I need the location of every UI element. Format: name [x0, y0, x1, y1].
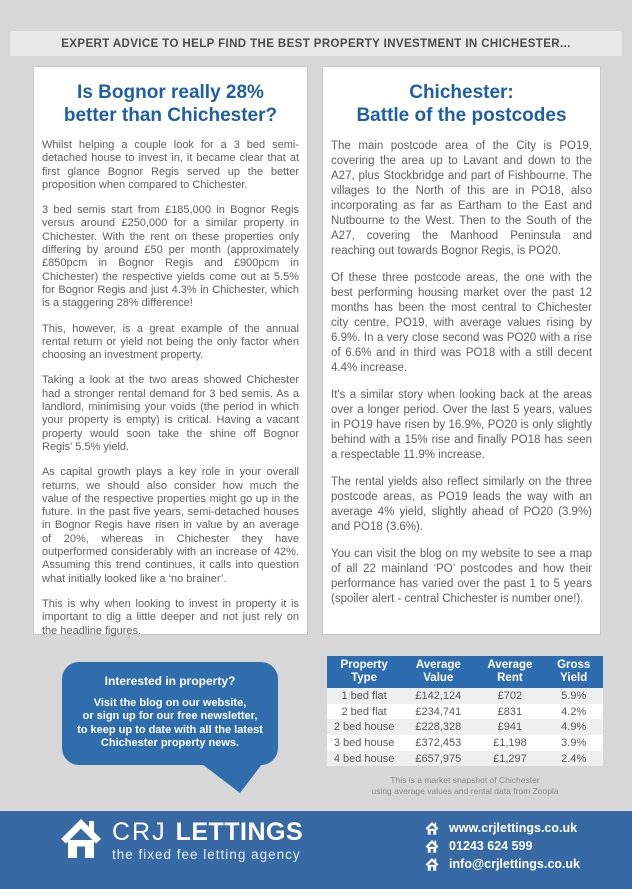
- house-logo-icon: [60, 819, 102, 859]
- paragraph: 3 bed semis start from £185,000 in Bognor Regis versus around £250,000 for a similar property in Chichester. With the rent on these properties only differing by around £50 per month (approximately £850pcm in Bognor Regis and £900pcm in Chichester) the respective yields come out at 5.5% for Bognor Regis and just 4.3% in Chichester, which is a staggering 28% difference!: [42, 204, 299, 310]
- speech-bubble-tail: [196, 764, 266, 794]
- phone-number: 01243 624 599: [449, 839, 533, 853]
- paragraph: This is why when looking to invest in property it is important to dig a little deeper and not just rely on the headline figures.: [42, 597, 299, 637]
- table-row: 2 bed flat £234,741 £831 4.2%: [327, 704, 603, 720]
- article-title: Chichester: Battle of the postcodes: [356, 82, 567, 126]
- callout-line: Visit the blog on our website,: [93, 697, 247, 709]
- email-address: info@crjlettings.co.uk: [449, 857, 580, 871]
- brand-crj: CRJ: [112, 818, 176, 846]
- footer-contacts: [425, 821, 580, 871]
- footer-bar: [0, 811, 632, 889]
- article-battle-of-postcodes: [322, 66, 601, 635]
- paragraph: The rental yields also reflect similarly on the three postcode areas, as PO19 leads the way with an average 4% yield, slightly ahead of PO20 (3.9%) and PO18 (3.6%).: [331, 476, 592, 533]
- article-body: [42, 139, 299, 638]
- paragraph: Whilst helping a couple look for a 3 bed semi-detached house to invest in, it became clear that at first glance Bognor Regis served up the better proposition when compared to Chichester.: [42, 139, 299, 191]
- paragraph: This, however, is a great example of the annual rental return or yield not being the only factor when choosing an investment property.: [42, 322, 299, 362]
- paragraph: As capital growth plays a key role in your overall returns, we should also consider how much the value of the respective properties might go up in the future. In the past five years, semi-detached houses in Bognor Regis have risen in value by an average of 20%, whereas in Chichester they have outperformed considerably with an increase of 42%. Assuming this trend continues, it calls into question what initially looked like a ‘no brainer’.: [42, 466, 299, 585]
- contact-phone: [425, 839, 580, 853]
- contact-website: [425, 821, 580, 835]
- market-snapshot-table: [327, 656, 603, 766]
- paragraph: Of these three postcode areas, the one with the best performing housing market over the past 12 months has been the most central to Chichester city centre, PO19, with average values rising by 6.9%. In a very close second was PO20 with a rise of 6.6% and in third was PO18 with a still decent 4.4% increase.: [331, 272, 592, 374]
- house-bullet-icon: [425, 822, 439, 835]
- article-title: Is Bognor really 28% better than Chichester?: [63, 82, 278, 126]
- house-bullet-icon: [425, 858, 439, 871]
- callout-heading: Interested in property?: [104, 674, 236, 688]
- brand-text: [112, 819, 303, 862]
- brand-tagline: the fixed fee letting agency: [112, 847, 301, 862]
- article-bognor-vs-chichester: [33, 66, 308, 635]
- interested-in-property-callout: [62, 662, 278, 765]
- table-row: 1 bed flat £142,124 £702 5.9%: [327, 688, 603, 704]
- contact-email: [425, 857, 580, 871]
- paragraph: You can visit the blog on my website to see a map of all 22 mainland ‘PO’ postcodes and how their performance has varied over the past 1 to 5 years (spoiler alert - central Chichester is number one!).: [331, 548, 592, 605]
- col-average-rent: Average Rent: [475, 656, 544, 688]
- callout-line: or sign up for our free newsletter,: [82, 710, 258, 723]
- banner-text: EXPERT ADVICE TO HELP FIND THE BEST PROPERTY INVESTMENT IN CHICHESTER...: [61, 37, 571, 50]
- callout-line: to keep up to date with all the latest: [77, 723, 263, 736]
- table-row: 2 bed house £228,328 £941 4.9%: [327, 719, 603, 735]
- top-banner: [10, 31, 622, 56]
- crj-lettings-logo: [60, 819, 303, 862]
- paragraph: It's a similar story when looking back at the areas over a longer period. Over the last 5 years, values in PO19 have risen by 16.9%, PO20 is only slightly behind with a 15% rise and finally PO18 has seen a respectable 11.9% increase.: [331, 389, 592, 461]
- table-caption: This is a market snapshot of Chichester using average values and rental data from Zoopla: [371, 775, 559, 797]
- paragraph: The main postcode area of the City is PO19, covering the area up to Lavant and down to the A27, plus Stockbridge and part of Fishbourne. The villages to the North of this are in PO18, also incorporating as far as Eartham to the East and Nutbourne to the West. Then to the South of the A27, covering the Manhood Peninsula and reaching out towards Bognor Regis, is PO20.: [331, 140, 592, 257]
- col-average-value: Average Value: [401, 656, 475, 688]
- table-row: 4 bed house £657,975 £1,297 2.4%: [327, 751, 603, 767]
- house-bullet-icon: [425, 840, 439, 853]
- table-row: 3 bed house £372,453 £1,198 3.9%: [327, 735, 603, 751]
- col-gross-yield: Gross Yield: [544, 656, 603, 688]
- table-header-row: [327, 656, 603, 688]
- market-snapshot: [327, 656, 603, 797]
- article-body: [331, 139, 592, 607]
- col-property-type: Property Type: [327, 656, 401, 688]
- callout-line: Chichester property news.: [100, 737, 240, 750]
- website-url: www.crjlettings.co.uk: [449, 821, 578, 835]
- paragraph: Taking a look at the two areas showed Chichester had a stronger rental demand for 3 bed semis. As a landlord, minimising your voids (the period in which your property is empty) is critical. Having a vacant property would soon take the shine off Bognor Regis' 5.5% yield.: [42, 374, 299, 453]
- brand-lettings: LETTINGS: [175, 818, 304, 846]
